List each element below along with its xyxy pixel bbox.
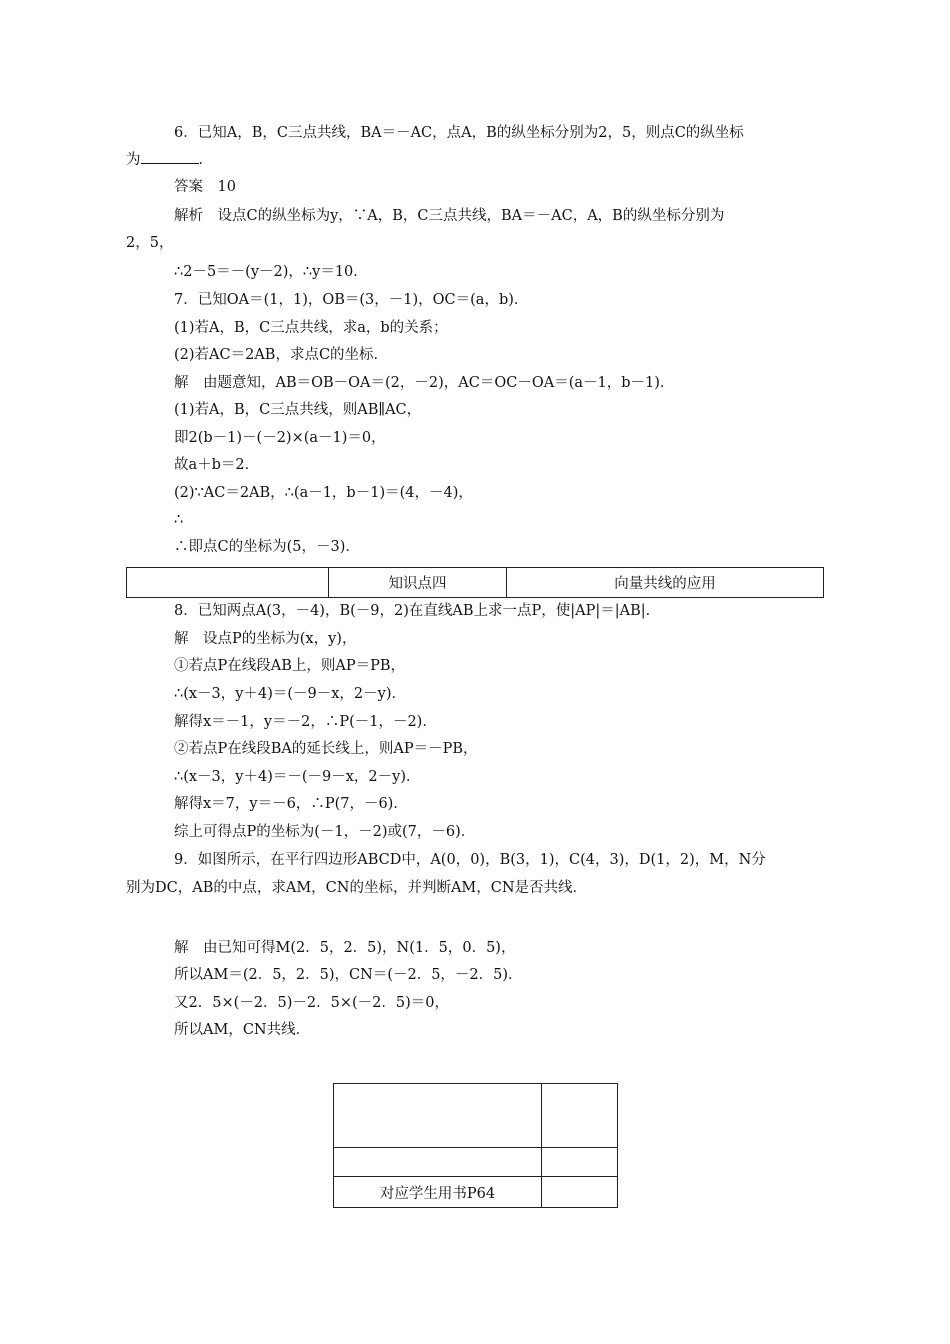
- q6-answer: 答案 10: [174, 179, 236, 195]
- q6-line-1: 6．已知A，B，C三点共线，BA＝－AC，点A，B的纵坐标分别为2，5，则点C的纵坐标: [174, 125, 744, 141]
- q7-solution-1: 解 由题意知，AB＝OB－OA＝(2，－2)，AC＝OC－OA＝(a－1，b－1)．: [174, 375, 675, 391]
- q8-solution-7: 解得x＝7，y＝－6，∴P(7，－6)．: [174, 796, 408, 812]
- q8-solution-1: 解 设点P的坐标为(x，y)，: [174, 631, 357, 647]
- q7-solution-7: ∴即点C的坐标为(5，－3)．: [174, 539, 360, 555]
- q9-solution-3: 又2．5×(－2．5)－2．5×(－2．5)＝0，: [174, 995, 449, 1011]
- footer-cell-top-right: [542, 1084, 618, 1148]
- q8-solution-6: ∴(x－3，y＋4)＝－(－9－x，2－y)．: [174, 769, 421, 785]
- q9-solution-2: 所以AM＝(2．5，2．5)，CN＝(－2．5，－2．5)．: [174, 967, 523, 983]
- footer-reference-table: [333, 1083, 618, 1208]
- q9-line-2: 别为DC，AB的中点，求AM，CN的坐标，并判断AM，CN是否共线．: [126, 880, 588, 896]
- q7-line-1: 7．已知OA＝(1，1)，OB＝(3，－1)，OC＝(a，b)．: [174, 292, 529, 308]
- q9-solution-4: 所以AM，CN共线．: [174, 1022, 311, 1038]
- q8-line-1: 8．已知两点A(3，－4)，B(－9，2)在直线AB上求一点P，使|AP|＝|AB|．: [174, 603, 661, 619]
- q7-line-3: (2)若AC＝2AB，求点C的坐标．: [174, 347, 389, 363]
- footer-cell-mid-left: [334, 1148, 542, 1177]
- q7-solution-2: (1)若A，B，C三点共线，则AB∥AC，: [174, 402, 422, 418]
- section-header-table: [126, 567, 824, 598]
- footer-cell-mid-right: [542, 1148, 618, 1177]
- q6-analysis-1: 解析 设点C的纵坐标为y，∵A，B，C三点共线，BA＝－AC，A，B的纵坐标分别为: [174, 208, 725, 224]
- q8-solution-2: ①若点P在线段AB上，则AP＝PB，: [174, 658, 406, 674]
- footer-reference-label: 对应学生用书P64: [334, 1177, 542, 1208]
- q7-solution-4: 故a＋b＝2．: [174, 457, 260, 473]
- q9-solution-1: 解 由已知可得M(2．5，2．5)，N(1．5，0．5)，: [174, 940, 516, 956]
- q6-analysis-2: 2，5，: [126, 235, 174, 251]
- q7-solution-3: 即2(b－1)－(－2)×(a－1)＝0，: [174, 430, 386, 446]
- q7-solution-5: (2)∵AC＝2AB，∴(a－1，b－1)＝(4，－4)，: [174, 485, 473, 501]
- q8-solution-5: ②若点P在线段BA的延长线上，则AP＝－PB，: [174, 741, 478, 757]
- answer-blank[interactable]: [141, 151, 199, 164]
- q8-solution-3: ∴(x－3，y＋4)＝(－9－x，2－y)．: [174, 686, 406, 702]
- section-header-cell-empty: [127, 568, 329, 598]
- q6-analysis-3: ∴2－5＝－(y－2)，∴y＝10．: [174, 264, 368, 280]
- q9-line-1: 9．如图所示，在平行四边形ABCD中，A(0，0)，B(3，1)，C(4，3)，D(1，2)，M，N分: [174, 852, 766, 868]
- q6-line-2-end: ．: [198, 152, 213, 168]
- footer-cell-top-left: [334, 1084, 542, 1148]
- q7-line-2: (1)若A，B，C三点共线，求a，b的关系；: [174, 320, 448, 336]
- q6-line-2-text: 为: [126, 152, 141, 168]
- section-header-topic: 向量共线的应用: [507, 568, 824, 598]
- section-header-knowledge-point: 知识点四: [329, 568, 507, 598]
- footer-cell-bottom-right: [542, 1177, 618, 1208]
- q8-solution-4: 解得x＝－1，y＝－2，∴P(－1，－2)．: [174, 714, 437, 730]
- q6-line-2: [126, 151, 213, 169]
- q7-solution-6: ∴: [174, 512, 184, 528]
- q8-solution-8: 综上可得点P的坐标为(－1，－2)或(7，－6)．: [174, 824, 476, 840]
